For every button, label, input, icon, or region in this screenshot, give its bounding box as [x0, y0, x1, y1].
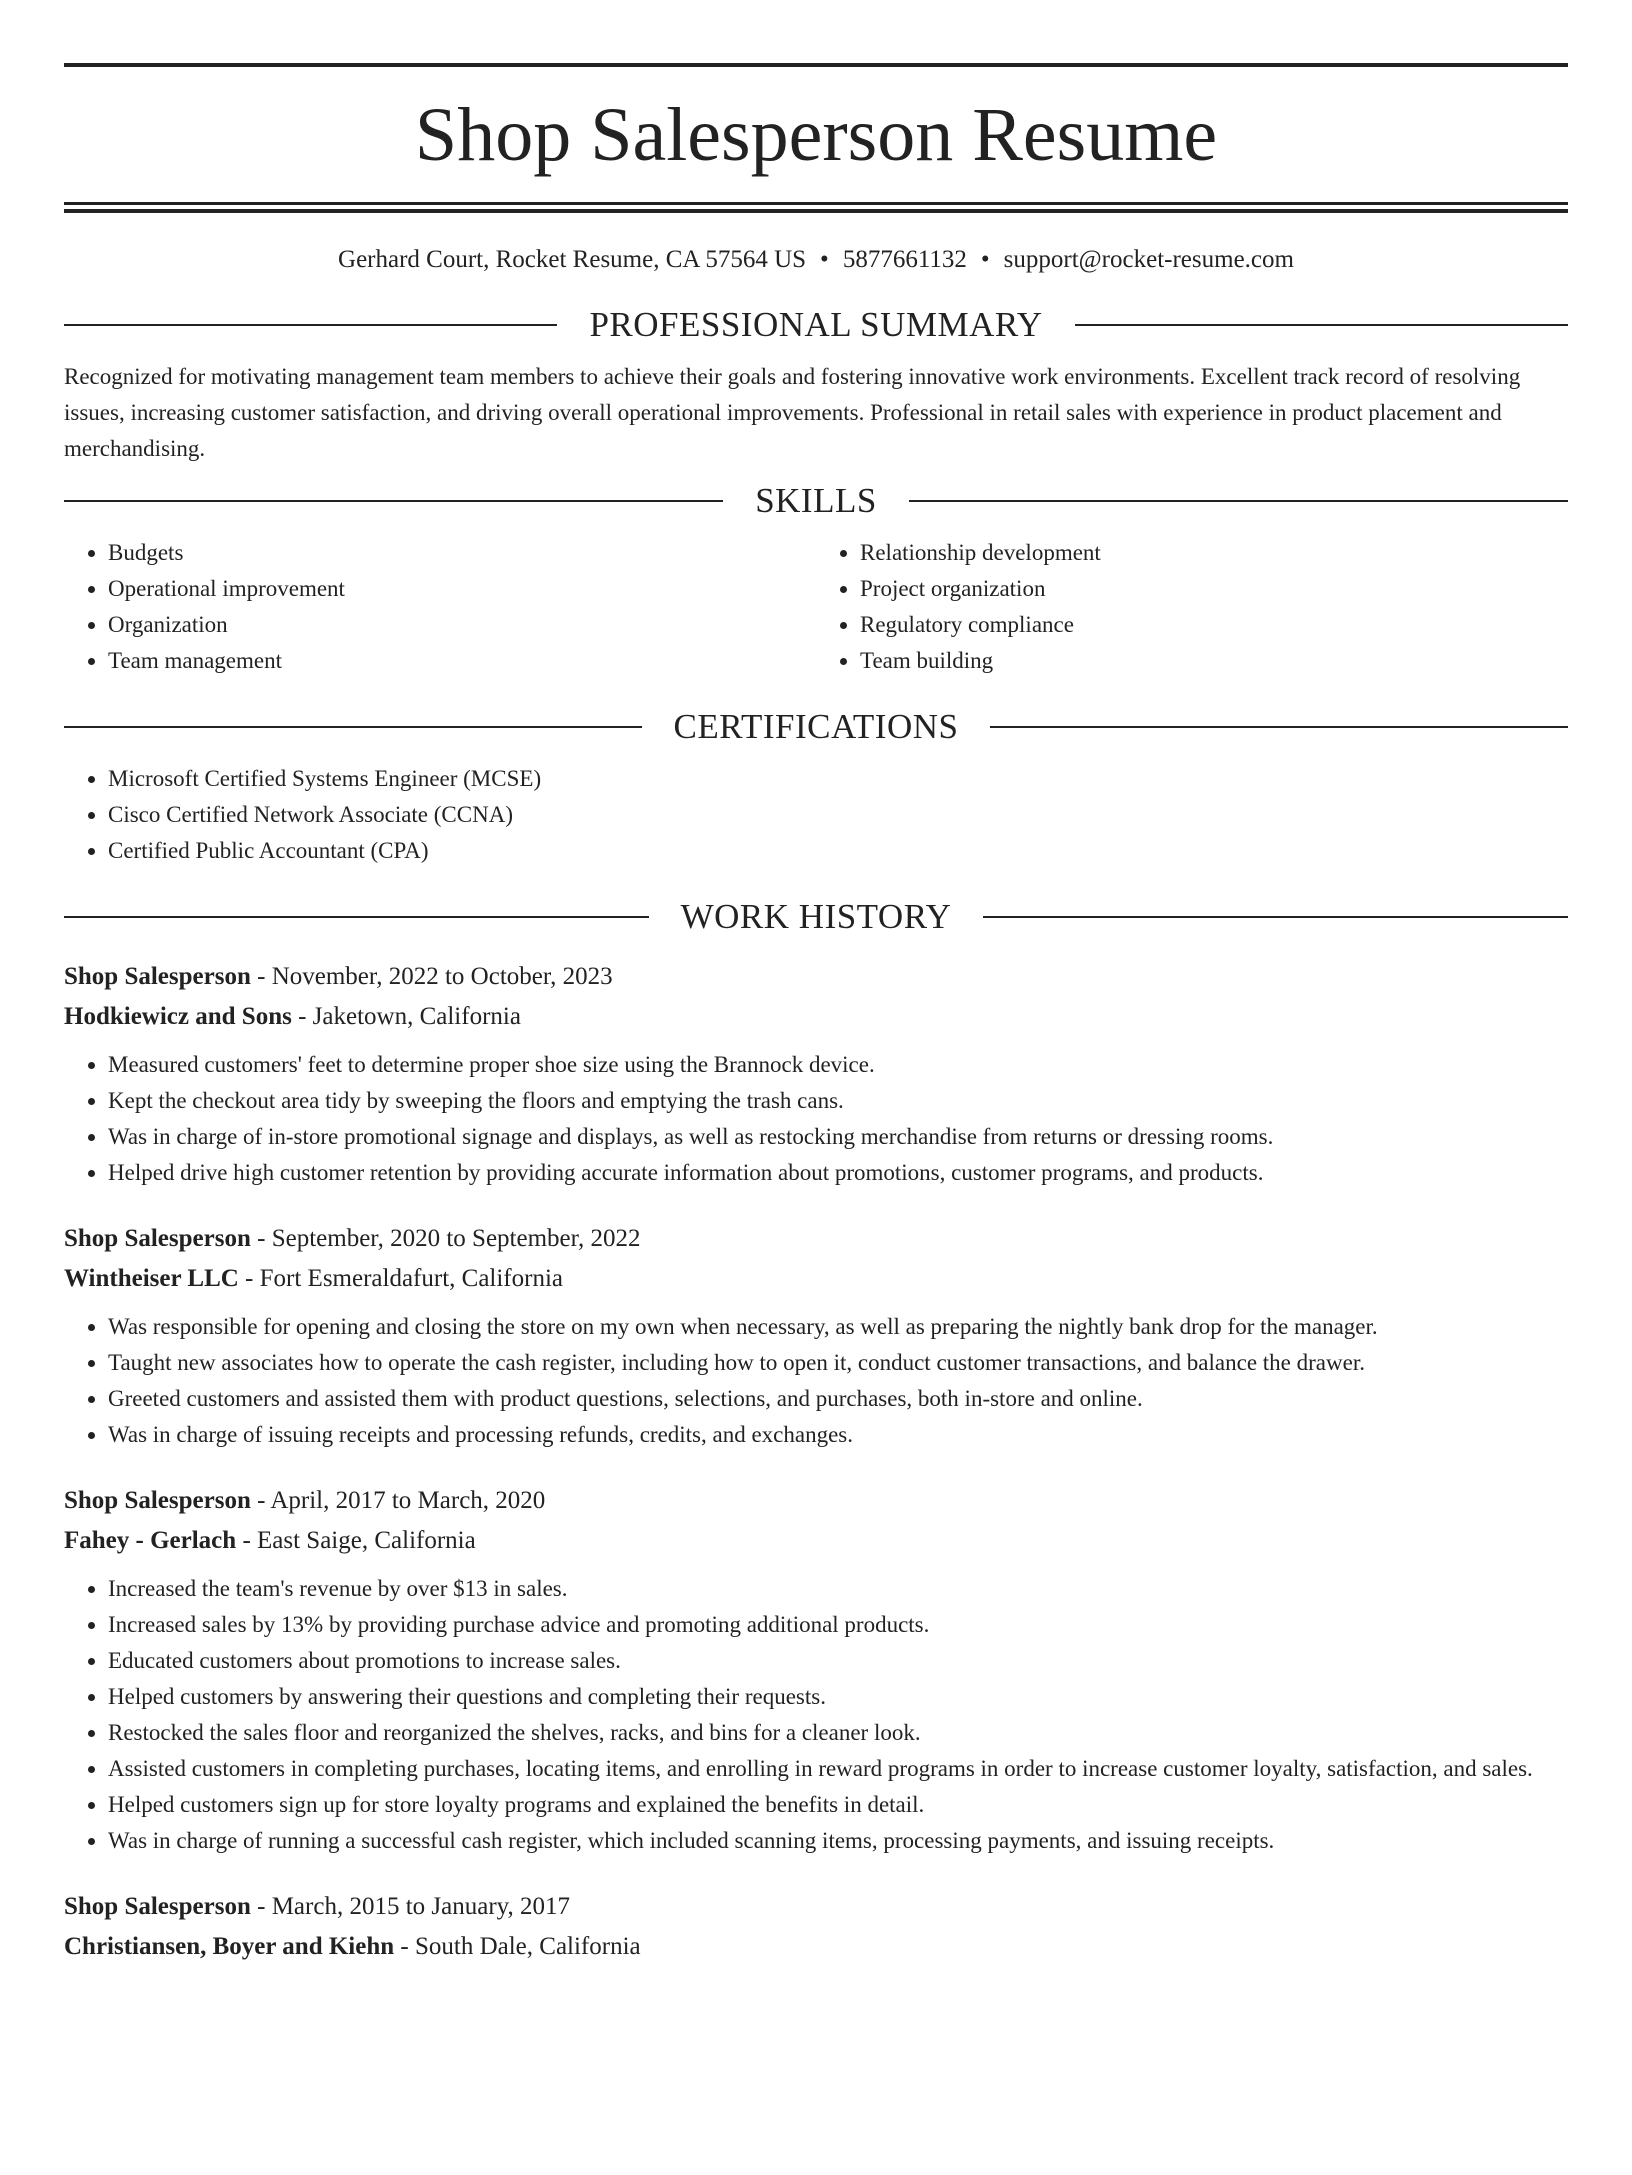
job-bullet: • Kept the checkout area tidy by sweeping the floors and emptying the trash cans. [108, 1083, 1568, 1119]
section-rule [909, 500, 1568, 502]
section-rule [64, 726, 642, 728]
job-entry [64, 1887, 1568, 1967]
job-title: Shop Salesperson [64, 1487, 251, 1514]
section-header-certifications [64, 705, 1568, 749]
company-line [64, 1521, 1568, 1561]
skills-column-right [816, 535, 1568, 679]
section-title-work-history: WORK HISTORY [680, 897, 952, 936]
section-rule [1075, 324, 1568, 326]
job-entry [64, 957, 1568, 1191]
section-rule [990, 726, 1568, 728]
job-bullet: • Was in charge of in-store promotional signage and displays, as well as restocking merchandise from returns or dressing rooms. [108, 1119, 1568, 1155]
company-line [64, 1927, 1568, 1967]
certification-item: • Microsoft Certified Systems Engineer (MCSE) [108, 761, 1568, 797]
skills-column-left [64, 535, 816, 679]
job-bullet: • Was responsible for opening and closing the store on my own when necessary, as well as preparing the nightly bank drop for the manager. [108, 1309, 1568, 1345]
job-bullet: • Was in charge of running a successful cash register, which included scanning items, processing payments, and issuing receipts. [108, 1823, 1568, 1859]
section-rule [64, 916, 649, 918]
company-line [64, 1259, 1568, 1299]
job-entry [64, 1219, 1568, 1453]
job-dates: - April, 2017 to March, 2020 [250, 1487, 546, 1514]
job-title: Shop Salesperson [64, 1225, 251, 1252]
skills-list [64, 535, 1568, 679]
skill-item: • Operational improvement [108, 571, 816, 607]
contact-address: Gerhard Court, Rocket Resume, CA 57564 US [338, 246, 807, 273]
job-bullet: • Greeted customers and assisted them with product questions, selections, and purchases, both in-store and online. [108, 1381, 1568, 1417]
company-location: - Fort Esmeraldafurt, California [238, 1265, 564, 1292]
job-dates: - November, 2022 to October, 2023 [250, 963, 613, 990]
skill-item: • Budgets [108, 535, 816, 571]
job-title: Shop Salesperson [64, 963, 251, 990]
job-title: Shop Salesperson [64, 1893, 251, 1920]
resume-title: Shop Salesperson Resume [414, 93, 1218, 177]
job-dates: - September, 2020 to September, 2022 [250, 1225, 641, 1252]
section-header-skills [64, 479, 1568, 523]
skill-item: • Relationship development [860, 535, 1568, 571]
job-bullet: • Helped customers by answering their questions and completing their requests. [108, 1679, 1568, 1715]
certifications-list [64, 761, 1568, 869]
skill-item: • Organization [108, 607, 816, 643]
skill-item: • Team management [108, 643, 816, 679]
section-title-summary: PROFESSIONAL SUMMARY [589, 305, 1043, 344]
title-double-rule [64, 202, 1568, 213]
job-title-line [64, 1887, 1568, 1927]
section-title-skills: SKILLS [755, 481, 877, 520]
job-bullet: • Taught new associates how to operate the cash register, including how to open it, conduct customer transactions, and balance the drawer. [108, 1345, 1568, 1381]
company-line [64, 997, 1568, 1037]
company-name: Christiansen, Boyer and Kiehn [64, 1933, 395, 1960]
skill-item: • Team building [860, 643, 1568, 679]
contact-line [64, 243, 1568, 277]
job-bullet: • Was in charge of issuing receipts and processing refunds, credits, and exchanges. [108, 1417, 1568, 1453]
company-location: - Jaketown, California [291, 1003, 521, 1030]
job-bullet: • Measured customers' feet to determine proper shoe size using the Brannock device. [108, 1047, 1568, 1083]
contact-phone: 5877661132 [842, 246, 967, 273]
certification-item: • Cisco Certified Network Associate (CCNA) [108, 797, 1568, 833]
section-rule [64, 324, 557, 326]
job-entry [64, 1481, 1568, 1859]
contact-email: support@rocket-resume.com [1003, 246, 1294, 273]
skill-item: • Project organization [860, 571, 1568, 607]
job-bullet: • Increased sales by 13% by providing purchase advice and promoting additional products. [108, 1607, 1568, 1643]
company-name: Wintheiser LLC [64, 1265, 239, 1292]
job-bullet: • Helped customers sign up for store loyalty programs and explained the benefits in detail. [108, 1787, 1568, 1823]
company-location: - East Saige, California [236, 1527, 476, 1554]
company-location: - South Dale, California [394, 1933, 641, 1960]
job-dates: - March, 2015 to January, 2017 [250, 1893, 571, 1920]
section-rule [64, 500, 723, 502]
certification-item: • Certified Public Accountant (CPA) [108, 833, 1568, 869]
section-header-summary [64, 303, 1568, 347]
contact-separator: • [980, 246, 990, 273]
job-bullet: • Educated customers about promotions to increase sales. [108, 1643, 1568, 1679]
job-bullets [64, 1571, 1568, 1859]
job-title-line [64, 1219, 1568, 1259]
job-title-line [64, 1481, 1568, 1521]
work-history-list [64, 957, 1568, 1967]
job-bullets [64, 1309, 1568, 1453]
job-bullet: • Restocked the sales floor and reorganized the shelves, racks, and bins for a cleaner look. [108, 1715, 1568, 1751]
company-name: Fahey - Gerlach [64, 1527, 237, 1554]
section-header-work-history [64, 895, 1568, 939]
job-bullet: • Increased the team's revenue by over $13 in sales. [108, 1571, 1568, 1607]
job-bullet: • Assisted customers in completing purchases, locating items, and enrolling in reward programs in order to increase customer loyalty, satisfaction, and sales. [108, 1751, 1568, 1787]
summary-text: Recognized for motivating management team members to achieve their goals and fostering innovative work environments. Excellent track record of resolving issues, increasing customer satisfaction, and driving overall operational improvements. Professional in retail sales with experience in product placement and merchandising. [64, 364, 1521, 461]
job-bullet: • Helped drive high customer retention by providing accurate information about promotions, customer programs, and products. [108, 1155, 1568, 1191]
company-name: Hodkiewicz and Sons [64, 1003, 292, 1030]
section-title-certifications: CERTIFICATIONS [673, 707, 959, 746]
job-bullets [64, 1047, 1568, 1191]
resume-page [0, 63, 1632, 1967]
job-title-line [64, 957, 1568, 997]
contact-separator: • [820, 246, 829, 273]
skill-item: • Regulatory compliance [860, 607, 1568, 643]
section-rule [983, 916, 1568, 918]
